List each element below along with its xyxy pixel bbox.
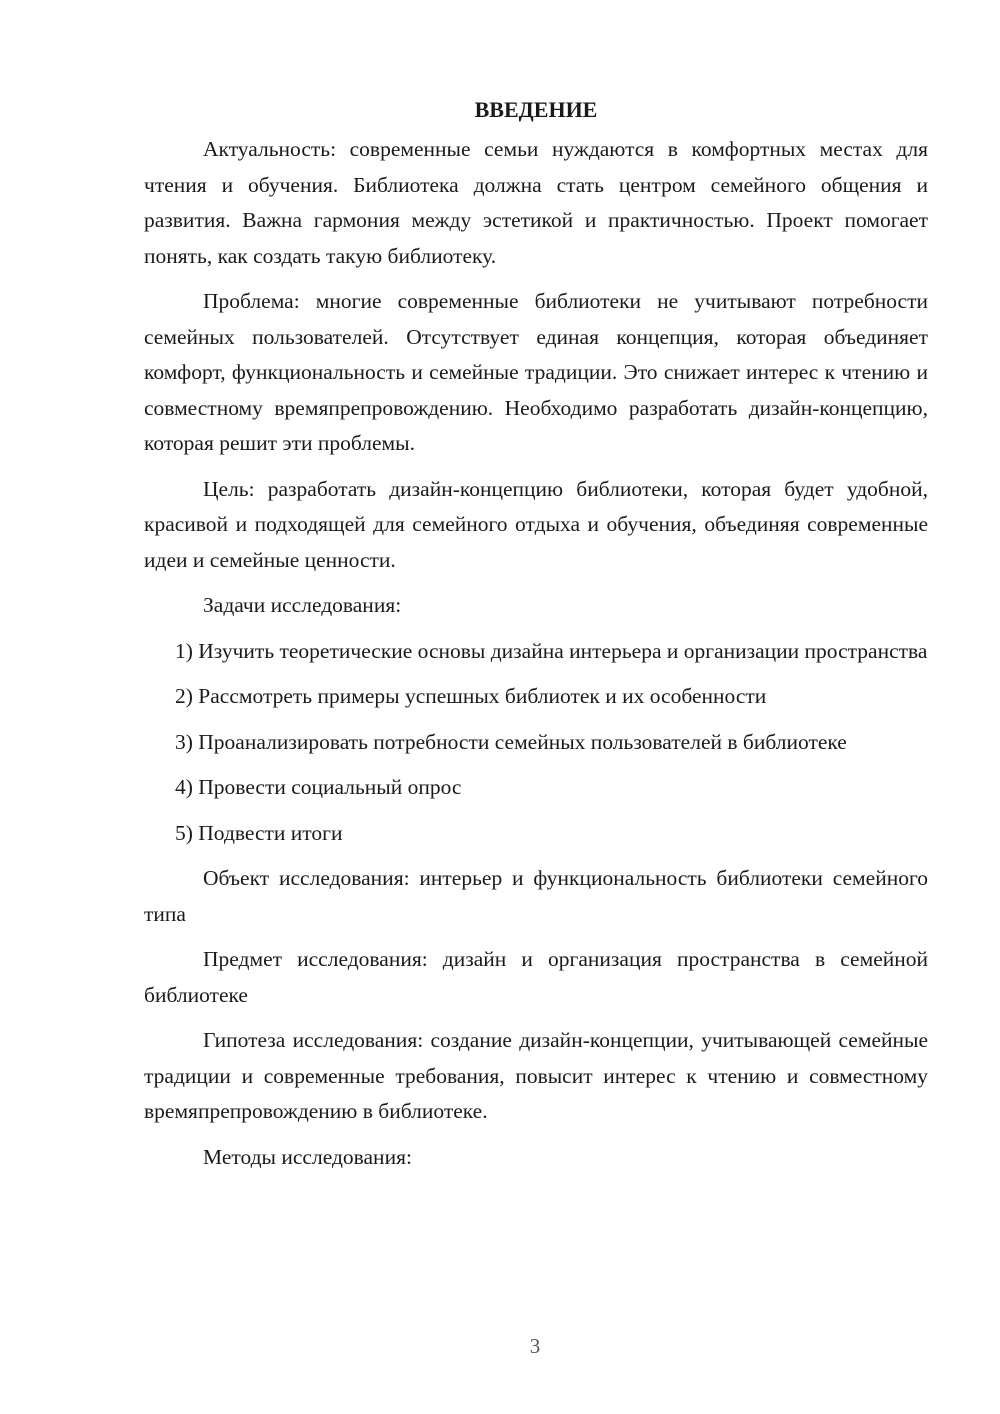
paragraph-object: Объект исследования: интерьер и функциональность библиотеки семейного типа bbox=[144, 866, 928, 926]
list-item-task-2: 2) Рассмотреть примеры успешных библиотек и их особенности bbox=[175, 684, 767, 708]
paragraph-tasks-heading: Задачи исследования: bbox=[203, 593, 402, 617]
paragraph-goal: Цель: разработать дизайн-концепцию библиотеки, которая будет удобной, красивой и подходящей для семейного отдыха и обучения, объединяя современные идеи и семейные ценности. bbox=[144, 476, 928, 572]
list-item-task-1: 1) Изучить теоретические основы дизайна интерьера и организации пространства bbox=[175, 638, 928, 663]
paragraph-methods-heading: Методы исследования: bbox=[203, 1144, 412, 1169]
list-item-task-5: 5) Подвести итоги bbox=[175, 820, 343, 845]
document-page bbox=[144, 92, 928, 1185]
paragraph-problem: Проблема: многие современные библиотеки не учитывают потребности семейных пользователей. Отсутствует единая концепция, которая объединяет комфорт, функциональность и семейные традиции. Это снижает интерес к чтению и совместному времяпрепровождению. Необходимо разработать дизайн-концепцию, которая решит эти проблемы. bbox=[144, 289, 928, 455]
paragraph-relevance: Актуальность: современные семьи нуждаются в комфортных местах для чтения и обучения. Библиотека должна стать центром семейного общения и развития. Важна гармония между эстетикой и практичностью. Проект помогает понять, как создать такую библиотеку. bbox=[144, 137, 928, 268]
paragraph-hypothesis: Гипотеза исследования: создание дизайн-концепции, учитывающей семейные традиции и современные требования, повысит интерес к чтению и совместному времяпрепровождению в библиотеке. bbox=[144, 1028, 928, 1123]
paragraph-subject: Предмет исследования: дизайн и организация пространства в семейной библиотеке bbox=[144, 947, 928, 1007]
list-item-task-3: 3) Проанализировать потребности семейных пользователей в библиотеке bbox=[175, 729, 847, 754]
page-number: 3 bbox=[529, 1334, 541, 1358]
page-title: ВВЕДЕНИЕ bbox=[474, 97, 598, 122]
list-item-task-4: 4) Провести социальный опрос bbox=[175, 775, 462, 799]
